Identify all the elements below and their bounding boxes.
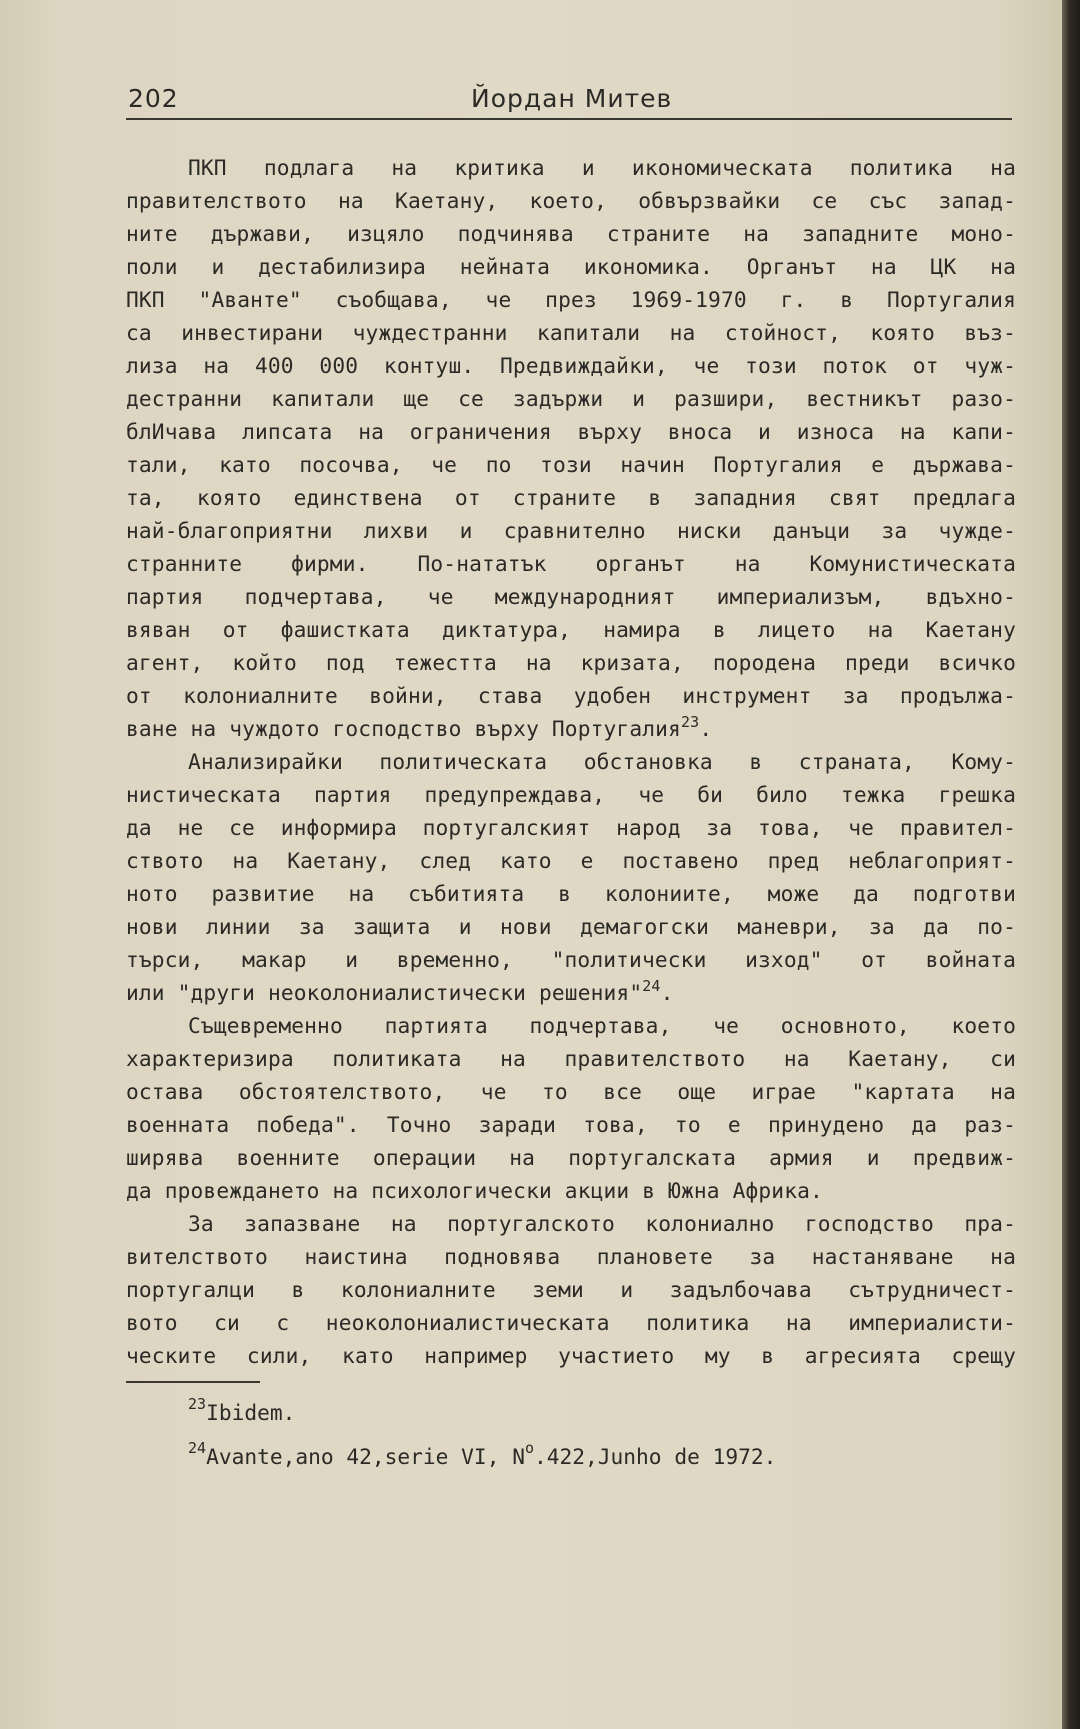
text-line: странните фирми. По-нататък органът на Комунистическата bbox=[126, 551, 1016, 576]
running-head: Йордан Митев bbox=[471, 84, 673, 113]
text-line-content: ване на чуждото господство върху Португалия bbox=[126, 716, 681, 741]
text-line: блИчава липсата на ограничения върху вноса и износа на капи- bbox=[126, 419, 1016, 444]
body-text bbox=[126, 151, 1016, 1372]
text-line bbox=[126, 712, 1016, 745]
line-end-punct: . bbox=[660, 980, 674, 1005]
line-end-punct: . bbox=[699, 716, 713, 741]
text-line: Същевременно партията подчертава, че основното, което bbox=[188, 1013, 1016, 1038]
text-line: тали, като посочва, че по този начин Португалия е държава- bbox=[126, 452, 1016, 477]
text-line: търси, макар и временно, "политически изход" от войната bbox=[126, 947, 1016, 972]
text-line: от колониалните войни, става удобен инструмент за продължа- bbox=[126, 683, 1016, 708]
text-line: нистическата партия предупреждава, че би било тежка грешка bbox=[126, 782, 1016, 807]
text-line: остава обстоятелството, че то все още играе "картата на bbox=[126, 1079, 1016, 1104]
text-line-content: или "други неоколониалистически решения" bbox=[126, 980, 643, 1005]
text-line: ширява военните операции на португалската армия и предвиж- bbox=[126, 1145, 1016, 1170]
text-line: вото си с неоколониалистическата политика на империалисти- bbox=[126, 1310, 1016, 1335]
text-line: ПКП "Аванте" съобщава, че през 1969-1970 г. в Португалия bbox=[126, 287, 1016, 312]
text-line: дестранни капитали ще се задържи и разшири, вестникът разо- bbox=[126, 386, 1016, 411]
text-line: ните държави, изцяло подчинява страните на западните моно- bbox=[126, 221, 1016, 246]
numero-sign: o bbox=[524, 1439, 534, 1457]
footnote-24 bbox=[188, 1435, 1008, 1479]
text-line bbox=[126, 976, 1016, 1009]
text-line: вителството наистина подновява плановете за настаняване на bbox=[126, 1244, 1016, 1269]
text-line: правителството на Каетану, което, обвързвайки се със запад- bbox=[126, 188, 1016, 213]
text-line: характеризира политиката на правителството на Каетану, си bbox=[126, 1046, 1016, 1071]
footnote-text: Ibidem. bbox=[206, 1400, 296, 1425]
text-line: португалци в колониалните земи и задълбочава сътрудничест- bbox=[126, 1277, 1016, 1302]
text-line: да не се информира португалският народ за това, че правител- bbox=[126, 815, 1016, 840]
text-line: За запазване на португалското колониално господство пра- bbox=[188, 1211, 1016, 1236]
text-line: са инвестирани чуждестранни капитали на стойност, която въз- bbox=[126, 320, 1016, 345]
footnote-23 bbox=[188, 1391, 1008, 1435]
text-line: военната победа". Точно заради това, то е принудено да раз- bbox=[126, 1112, 1016, 1137]
footnote-divider bbox=[126, 1381, 260, 1383]
page-edge-shadow bbox=[1062, 0, 1080, 1729]
footnote-number: 23 bbox=[188, 1395, 207, 1413]
footnote-text: Avante,ano 42,serie VI, N bbox=[206, 1444, 525, 1469]
text-line: Анализирайки политическата обстановка в страната, Кому- bbox=[188, 749, 1016, 774]
footnote-ref-23[interactable]: 23 bbox=[680, 713, 700, 731]
text-line: поли и дестабилизира нейната икономика. Органът на ЦК на bbox=[126, 254, 1016, 279]
footnote-ref-24[interactable]: 24 bbox=[642, 977, 661, 995]
text-line: ПКП подлага на критика и икономическата политика на bbox=[188, 155, 1016, 180]
footnote-number: 24 bbox=[188, 1439, 207, 1457]
text-line: партия подчертава, че международният империализъм, вдъхно- bbox=[126, 584, 1016, 609]
text-line: нови линии за защита и нови демагогски маневри, за да по- bbox=[126, 914, 1016, 939]
text-line: ното развитие на събитията в колониите, може да подготви bbox=[126, 881, 1016, 906]
text-line: вяван от фашистката диктатура, намира в лицето на Каетану bbox=[126, 617, 1016, 642]
text-line: ческите сили, като например участието му в агресията срещу bbox=[126, 1343, 1016, 1368]
text-line: най-благоприятни лихви и сравнително ниски данъци за чужде- bbox=[126, 518, 1016, 543]
text-line: ството на Каетану, след като е поставено пред неблагоприят- bbox=[126, 848, 1016, 873]
footnotes bbox=[188, 1391, 1008, 1479]
footnote-text-tail: .422,Junho de 1972. bbox=[534, 1444, 777, 1469]
text-line: лиза на 400 000 контуш. Предвиждайки, че този поток от чуж- bbox=[126, 353, 1016, 378]
page-header bbox=[126, 82, 1012, 120]
text-line: та, която единствена от страните в западния свят предлага bbox=[126, 485, 1016, 510]
text-line: да провеждането на психологически акции в Южна Африка. bbox=[126, 1178, 823, 1203]
page-number: 202 bbox=[128, 84, 179, 113]
text-line: агент, който под тежестта на кризата, породена преди всичко bbox=[126, 650, 1016, 675]
